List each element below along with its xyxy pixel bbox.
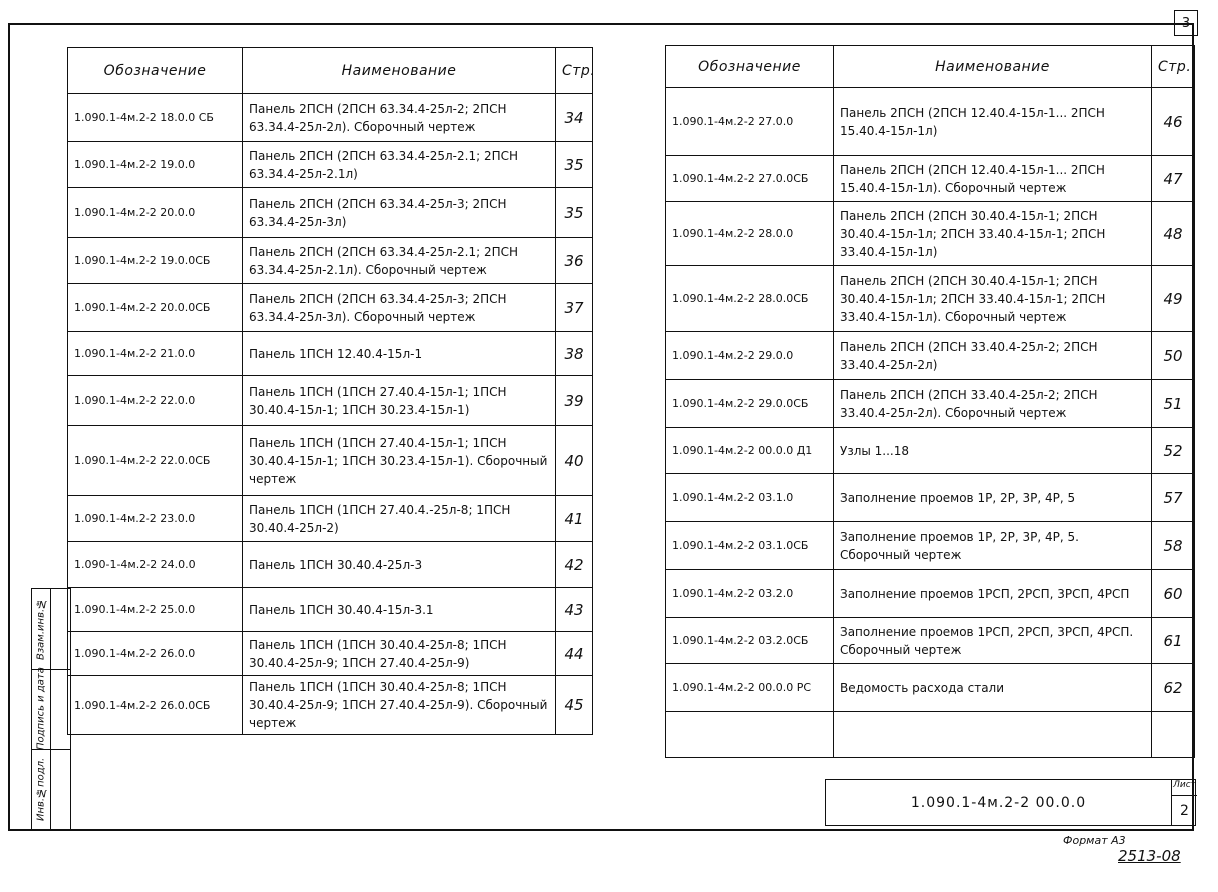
table-row	[666, 88, 1195, 156]
page-cell: 45	[556, 676, 593, 735]
page-cell: 34	[556, 94, 593, 142]
designation-cell: 1.090.1-4м.2-2 20.0.0СБ	[68, 284, 243, 332]
page-cell: 36	[556, 238, 593, 284]
name-cell: Заполнение проемов 1РСП, 2РСП, 3РСП, 4РСП	[834, 570, 1152, 618]
empty-cell	[834, 712, 1152, 758]
document-code: 1.090.1-4м.2-2 00.0.0	[826, 780, 1172, 825]
designation-cell: 1.090.1-4м.2-2 29.0.0СБ	[666, 380, 834, 428]
side-stamp	[31, 588, 71, 831]
table-row	[666, 522, 1195, 570]
name-cell: Панель 2ПСН (2ПСН 63.34.4-25л-3; 2ПСН 63.34.4-25л-3л)	[243, 188, 556, 238]
page-number: 3	[1181, 15, 1191, 31]
page-cell: 49	[1152, 266, 1195, 332]
table-row	[666, 474, 1195, 522]
table-row	[666, 570, 1195, 618]
page-cell: 61	[1152, 618, 1195, 664]
page-cell: 58	[1152, 522, 1195, 570]
table-row	[68, 676, 593, 735]
replace-inv-label: Взам.инв.№	[35, 597, 47, 661]
name-cell: Панель 2ПСН (2ПСН 30.40.4-15л-1; 2ПСН 30.40.4-15л-1л; 2ПСН 33.40.4-15л-1; 2ПСН 33.40.4-15л-1л)	[834, 202, 1152, 266]
name-cell: Панель 1ПСН (1ПСН 27.40.4-15л-1; 1ПСН 30.40.4-15л-1; 1ПСН 30.23.4-15л-1). Сборочный чертеж	[243, 426, 556, 496]
right-spec-table	[665, 45, 1195, 758]
page-number-box	[1174, 10, 1198, 36]
designation-cell: 1.090.1-4м.2-2 03.2.0СБ	[666, 618, 834, 664]
page-cell: 52	[1152, 428, 1195, 474]
name-cell: Панель 2ПСН (2ПСН 63.34.4-25л-2.1; 2ПСН 63.34.4-25л-2.1л)	[243, 142, 556, 188]
title-block	[825, 779, 1196, 826]
name-cell: Панель 2ПСН (2ПСН 12.40.4-15л-1... 2ПСН 15.40.4-15л-1л)	[834, 88, 1152, 156]
table-row	[666, 202, 1195, 266]
table-row	[68, 332, 593, 376]
page-cell: 40	[556, 426, 593, 496]
designation-cell: 1.090.1-4м.2-2 28.0.0СБ	[666, 266, 834, 332]
designation-cell: 1.090.1-4м.2-2 21.0.0	[68, 332, 243, 376]
name-cell: Заполнение проемов 1Р, 2Р, 3Р, 4Р, 5	[834, 474, 1152, 522]
name-cell: Ведомость расхода стали	[834, 664, 1152, 712]
name-cell: Узлы 1...18	[834, 428, 1152, 474]
page-cell: 38	[556, 332, 593, 376]
name-cell: Панель 1ПСН (1ПСН 27.40.4.-25л-8; 1ПСН 30.40.4-25л-2)	[243, 496, 556, 542]
table-row	[68, 426, 593, 496]
page-cell: 42	[556, 542, 593, 588]
designation-cell: 1.090.1-4м.2-2 20.0.0	[68, 188, 243, 238]
name-cell: Панель 1ПСН (1ПСН 27.40.4-15л-1; 1ПСН 30.40.4-15л-1; 1ПСН 30.23.4-15л-1)	[243, 376, 556, 426]
name-cell: Панель 2ПСН (2ПСН 30.40.4-15л-1; 2ПСН 30.40.4-15л-1л; 2ПСН 33.40.4-15л-1; 2ПСН 33.40.4-15л-1л). Сборочный чертеж	[834, 266, 1152, 332]
table-row	[666, 618, 1195, 664]
empty-row	[666, 712, 1195, 758]
format-label: Формат А3	[1063, 834, 1126, 847]
designation-cell: 1.090.1-4м.2-2 00.0.0 РС	[666, 664, 834, 712]
designation-header: Обозначение	[666, 46, 834, 88]
page-cell: 47	[1152, 156, 1195, 202]
table-row	[68, 284, 593, 332]
page-cell: 37	[556, 284, 593, 332]
name-cell: Панель 2ПСН (2ПСН 63.34.4-25л-3; 2ПСН 63.34.4-25л-3л). Сборочный чертеж	[243, 284, 556, 332]
name-cell: Панель 2ПСН (2ПСН 63.34.4-25л-2; 2ПСН 63.34.4-25л-2л). Сборочный чертеж	[243, 94, 556, 142]
page-cell: 35	[556, 142, 593, 188]
archive-number: 2513-08	[1118, 847, 1181, 865]
page-cell: 60	[1152, 570, 1195, 618]
name-header: Наименование	[243, 48, 556, 94]
designation-cell: 1.090.1-4м.2-2 27.0.0	[666, 88, 834, 156]
table-row	[68, 142, 593, 188]
page-cell: 51	[1152, 380, 1195, 428]
name-cell: Панель 1ПСН 30.40.4-25л-3	[243, 542, 556, 588]
table-row	[68, 542, 593, 588]
page-cell: 44	[556, 632, 593, 676]
table-row	[68, 94, 593, 142]
designation-cell: 1.090.1-4м.2-2 19.0.0СБ	[68, 238, 243, 284]
page-cell: 50	[1152, 332, 1195, 380]
empty-cell	[666, 712, 834, 758]
designation-cell: 1.090.1-4м.2-2 27.0.0СБ	[666, 156, 834, 202]
page-cell: 62	[1152, 664, 1195, 712]
inv-no-label: Инв.№подл.	[35, 757, 47, 821]
page-cell: 39	[556, 376, 593, 426]
table-row	[68, 376, 593, 426]
page-header: Стр.	[1152, 46, 1195, 88]
name-cell: Панель 2ПСН (2ПСН 12.40.4-15л-1... 2ПСН 15.40.4-15л-1л). Сборочный чертеж	[834, 156, 1152, 202]
table-row	[68, 632, 593, 676]
sheet-label: Лист	[1172, 780, 1197, 796]
designation-cell: 1.090.1-4м.2-2 28.0.0	[666, 202, 834, 266]
table-row	[68, 588, 593, 632]
page-cell: 48	[1152, 202, 1195, 266]
designation-cell: 1.090.1-4м.2-2 25.0.0	[68, 588, 243, 632]
table-row	[666, 428, 1195, 474]
name-cell: Панель 1ПСН (1ПСН 30.40.4-25л-8; 1ПСН 30.40.4-25л-9; 1ПСН 27.40.4-25л-9). Сборочный чертеж	[243, 676, 556, 735]
designation-cell: 1.090.1-4м.2-2 03.1.0	[666, 474, 834, 522]
name-cell: Панель 2ПСН (2ПСН 33.40.4-25л-2; 2ПСН 33.40.4-25л-2л). Сборочный чертеж	[834, 380, 1152, 428]
designation-cell: 1.090.1-4м.2-2 26.0.0СБ	[68, 676, 243, 735]
page-header: Стр.	[556, 48, 593, 94]
name-cell: Панель 2ПСН (2ПСН 33.40.4-25л-2; 2ПСН 33.40.4-25л-2л)	[834, 332, 1152, 380]
name-cell: Панель 1ПСН (1ПСН 30.40.4-25л-8; 1ПСН 30.40.4-25л-9; 1ПСН 27.40.4-25л-9)	[243, 632, 556, 676]
left-spec-table	[67, 47, 596, 735]
designation-cell: 1.090.1-4м.2-2 03.1.0СБ	[666, 522, 834, 570]
designation-cell: 1.090.1-4м.2-2 00.0.0 Д1	[666, 428, 834, 474]
table-row	[666, 664, 1195, 712]
table-row	[666, 332, 1195, 380]
name-cell: Заполнение проемов 1РСП, 2РСП, 3РСП, 4РСП. Сборочный чертеж	[834, 618, 1152, 664]
sheet-number: 2	[1180, 802, 1189, 819]
name-cell: Панель 1ПСН 30.40.4-15л-3.1	[243, 588, 556, 632]
table-row	[68, 188, 593, 238]
page-cell: 57	[1152, 474, 1195, 522]
page-cell: 41	[556, 496, 593, 542]
designation-cell: 1.090.1-4м.2-2 22.0.0	[68, 376, 243, 426]
designation-cell: 1.090.1-4м.2-2 22.0.0СБ	[68, 426, 243, 496]
designation-cell: 1.090.1-4м.2-2 03.2.0	[666, 570, 834, 618]
name-cell: Панель 2ПСН (2ПСН 63.34.4-25л-2.1; 2ПСН 63.34.4-25л-2.1л). Сборочный чертеж	[243, 238, 556, 284]
page-cell: 43	[556, 588, 593, 632]
table-row	[68, 238, 593, 284]
designation-cell: 1.090.1-4м.2-2 18.0.0 СБ	[68, 94, 243, 142]
designation-header: Обозначение	[68, 48, 243, 94]
table-row	[666, 266, 1195, 332]
table-row	[666, 156, 1195, 202]
signature-date-label: Подпись и дата	[35, 667, 47, 751]
empty-cell	[1152, 712, 1195, 758]
table-row	[68, 496, 593, 542]
name-header: Наименование	[834, 46, 1152, 88]
page-cell: 46	[1152, 88, 1195, 156]
name-cell: Заполнение проемов 1Р, 2Р, 3Р, 4Р, 5. Сборочный чертеж	[834, 522, 1152, 570]
page-cell: 35	[556, 188, 593, 238]
designation-cell: 1.090-1-4м.2-2 24.0.0	[68, 542, 243, 588]
designation-cell: 1.090.1-4м.2-2 19.0.0	[68, 142, 243, 188]
designation-cell: 1.090.1-4м.2-2 29.0.0	[666, 332, 834, 380]
designation-cell: 1.090.1-4м.2-2 23.0.0	[68, 496, 243, 542]
designation-cell: 1.090.1-4м.2-2 26.0.0	[68, 632, 243, 676]
table-row	[666, 380, 1195, 428]
name-cell: Панель 1ПСН 12.40.4-15л-1	[243, 332, 556, 376]
